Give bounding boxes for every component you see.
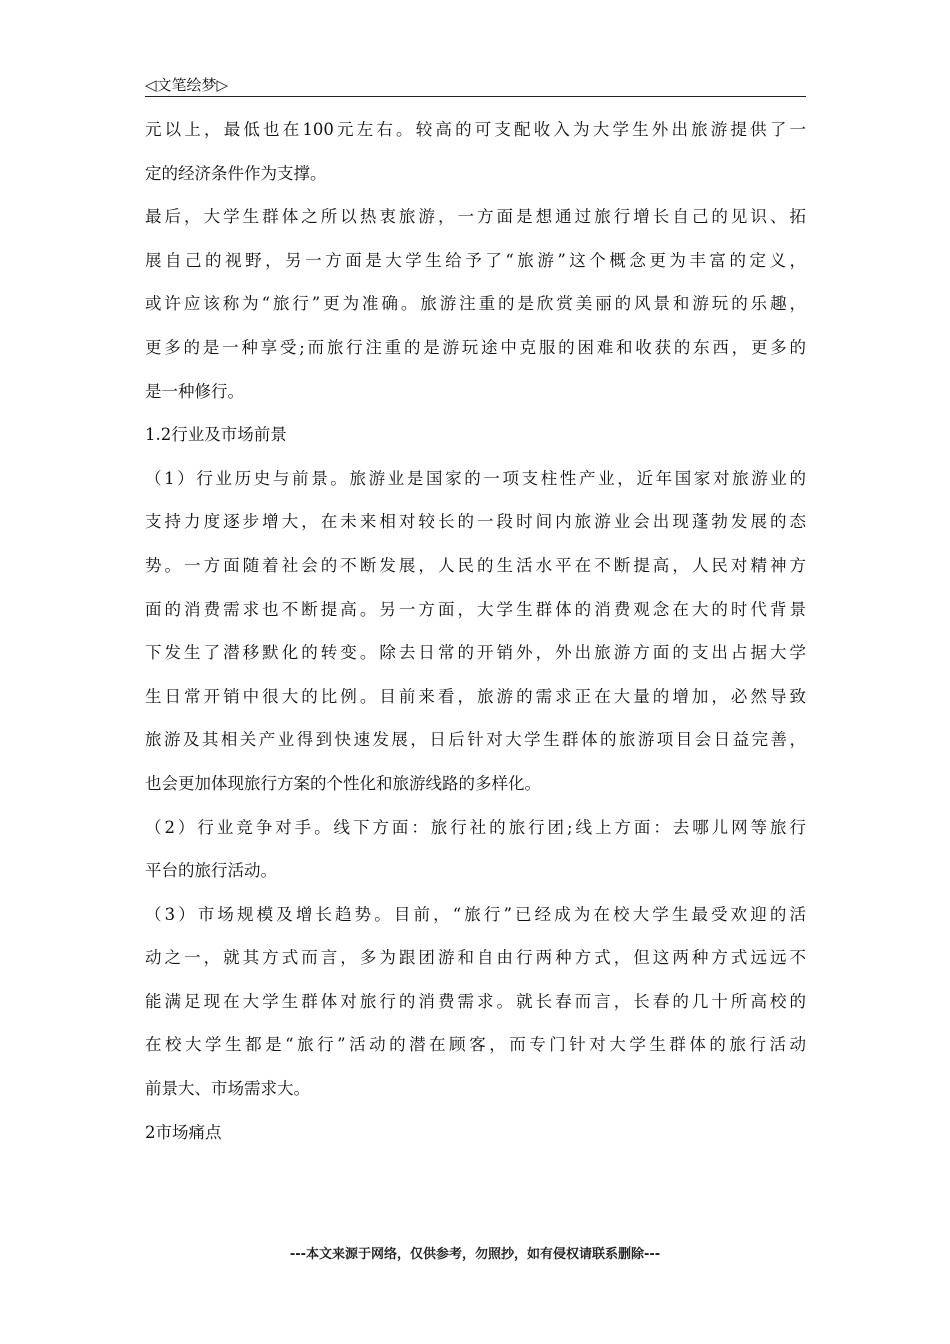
text-line: 生日常开销中很大的比例。目前来看，旅游的需求正在大量的增加，必然导致 <box>145 686 806 706</box>
text-line: 前景大、市场需求大。 <box>145 1079 310 1099</box>
text-line: 能满足现在大学生群体对旅行的消费需求。就长春而言，长春的几十所高校的 <box>145 991 806 1011</box>
text-line: 展自己的视野，另一方面是大学生给予了“旅游”这个概念更为丰富的定义， <box>145 250 806 270</box>
text-line: （1）行业历史与前景。旅游业是国家的一项支柱性产业，近年国家对旅游业的 <box>145 468 806 488</box>
text-line: 动之一，就其方式而言，多为跟团游和自由行两种方式，但这两种方式远远不 <box>145 948 806 968</box>
text-line: 最后，大学生群体之所以热衷旅游，一方面是想通过旅行增长自己的见识、拓 <box>145 207 806 227</box>
page-footer: ---本文来源于网络，仅供参考，勿照抄，如有侵权请联系删除--- <box>289 1247 661 1262</box>
section-heading: 1.2行业及市场前景 <box>145 425 287 445</box>
text-line: 势。一方面随着社会的不断发展，人民的生活水平在不断提高，人民对精神方 <box>145 555 806 575</box>
section-heading: 2市场痛点 <box>145 1122 222 1142</box>
text-line: （2）行业竞争对手。线下方面：旅行社的旅行团;线上方面：去哪儿网等旅行 <box>145 817 806 837</box>
text-line: 平台的旅行活动。 <box>145 861 277 881</box>
document-body <box>145 108 806 1154</box>
header-title: ◁文笔绘梦▷ <box>145 76 229 94</box>
text-line: 元以上，最低也在100元左右。较高的可支配收入为大学生外出旅游提供了一 <box>145 120 806 139</box>
text-line: 旅游及其相关产业得到快速发展，日后针对大学生群体的旅游项目会日益完善， <box>145 730 806 750</box>
page-header <box>145 74 806 97</box>
text-line: 在校大学生都是“旅行”活动的潜在顾客，而专门针对大学生群体的旅行活动 <box>145 1035 806 1055</box>
text-line: 也会更加体现旅行方案的个性化和旅游线路的多样化。 <box>145 773 541 793</box>
text-line: 下发生了潜移默化的转变。除去日常的开销外，外出旅游方面的支出占据大学 <box>145 643 806 663</box>
text-line: 面的消费需求也不断提高。另一方面，大学生群体的消费观念在大的时代背景 <box>145 599 806 619</box>
text-line: 支持力度逐步增大，在未来相对较长的一段时间内旅游业会出现蓬勃发展的态 <box>145 512 806 532</box>
text-line: 更多的是一种享受;而旅行注重的是游玩途中克服的困难和收获的东西，更多的 <box>145 337 806 357</box>
text-line: 是一种修行。 <box>145 381 244 401</box>
text-line: 或许应该称为“旅行”更为准确。旅游注重的是欣赏美丽的风景和游玩的乐趣， <box>145 294 806 314</box>
text-line: 定的经济条件作为支撑。 <box>145 163 327 183</box>
text-line: （3）市场规模及增长趋势。目前，“旅行”已经成为在校大学生最受欢迎的活 <box>145 904 806 924</box>
